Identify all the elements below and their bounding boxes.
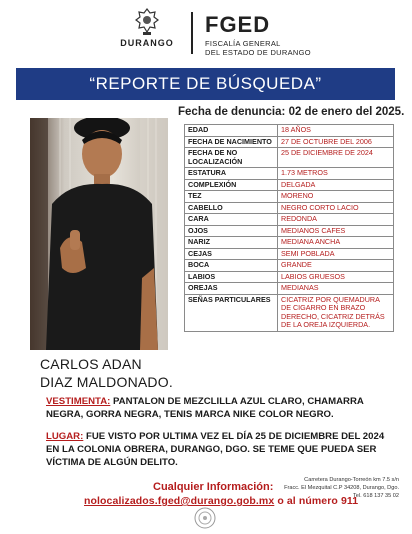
details-label: BOCA bbox=[185, 260, 278, 272]
details-label: CABELLO bbox=[185, 202, 278, 214]
fged-logo bbox=[205, 14, 355, 57]
office-address bbox=[281, 476, 399, 500]
details-row bbox=[185, 148, 394, 168]
location-label: LUGAR: bbox=[46, 431, 84, 442]
details-row bbox=[185, 237, 394, 249]
details-label: FECHA DE NO LOCALIZACIÓN bbox=[185, 148, 278, 168]
details-label: NARIZ bbox=[185, 237, 278, 249]
report-date bbox=[178, 106, 404, 118]
missing-person-photo bbox=[30, 118, 168, 350]
address-line1: Carretera Durango-Torreón km 7.5 s/n bbox=[304, 477, 399, 483]
details-value: GRANDE bbox=[278, 260, 394, 272]
details-label: SEÑAS PARTICULARES bbox=[185, 294, 278, 331]
document-header bbox=[0, 0, 412, 66]
person-name bbox=[40, 355, 200, 391]
org-acronym: FGED bbox=[205, 12, 271, 37]
details-value: DELGADA bbox=[278, 179, 394, 191]
durango-logo bbox=[112, 8, 182, 54]
details-value: 18 AÑOS bbox=[278, 125, 394, 137]
details-row bbox=[185, 179, 394, 191]
person-name-line2: DIAZ MALDONADO. bbox=[40, 374, 173, 390]
details-label: CEJAS bbox=[185, 248, 278, 260]
details-label: LABIOS bbox=[185, 271, 278, 283]
details-row bbox=[185, 294, 394, 331]
footer-seal-icon bbox=[193, 506, 217, 530]
person-name-line1: CARLOS ADAN bbox=[40, 356, 142, 372]
details-value: 25 DE DICIEMBRE DE 2024 bbox=[278, 148, 394, 168]
contact-phone-text: o al número 911 bbox=[274, 495, 359, 507]
report-title-banner: “REPORTE DE BÚSQUEDA” bbox=[16, 68, 395, 100]
details-value: REDONDA bbox=[278, 214, 394, 226]
details-value: MEDIANA ANCHA bbox=[278, 237, 394, 249]
contact-label: Cualquier Información: bbox=[153, 481, 274, 493]
details-value: MEDIANOS CAFES bbox=[278, 225, 394, 237]
details-label: FECHA DE NACIMIENTO bbox=[185, 136, 278, 148]
details-row bbox=[185, 214, 394, 226]
details-label: OJOS bbox=[185, 225, 278, 237]
details-row bbox=[185, 225, 394, 237]
header-divider bbox=[191, 12, 193, 54]
address-line3: Tel. 618 137 35 02 bbox=[352, 493, 399, 499]
address-line2: Fracc. El Mezquital C.P 34208, Durango, Dgo. bbox=[284, 485, 399, 491]
contact-email-link[interactable]: nolocalizados.fged@durango.gob.mx bbox=[84, 495, 275, 507]
details-row bbox=[185, 191, 394, 203]
durango-logo-text: DURANGO bbox=[120, 38, 174, 48]
details-label: CARA bbox=[185, 214, 278, 226]
details-value: CICATRIZ POR QUEMADURA DE CIGARRO EN BRAZO DERECHO, CICATRIZ DETRÁS DE LA OREJA IZQUIERDA. bbox=[278, 294, 394, 331]
details-value: MEDIANAS bbox=[278, 283, 394, 295]
details-label: TEZ bbox=[185, 191, 278, 203]
details-label: ESTATURA bbox=[185, 168, 278, 180]
org-name-line2: DEL ESTADO DE DURANGO bbox=[205, 48, 311, 57]
person-details-table bbox=[184, 124, 394, 332]
details-row bbox=[185, 248, 394, 260]
details-label: EDAD bbox=[185, 125, 278, 137]
details-value: 1.73 METROS bbox=[278, 168, 394, 180]
details-label: COMPLEXIÓN bbox=[185, 179, 278, 191]
details-row bbox=[185, 125, 394, 137]
details-value: SEMI POBLADA bbox=[278, 248, 394, 260]
details-row bbox=[185, 260, 394, 272]
clothing-text: PANTALON DE MEZCLILLA AZUL CLARO, CHAMARRA NEGRA, GORRA NEGRA, TENIS MARCA NIKE COLOR NEGRO. bbox=[46, 396, 364, 420]
details-label: OREJAS bbox=[185, 283, 278, 295]
person-photo-image bbox=[30, 118, 168, 350]
location-text: FUE VISTO POR ULTIMA VEZ EL DÍA 25 DE DICIEMBRE DEL 2024 EN LA COLONIA OBRERA, DURANGO, DGO. SE TEME QUE PUEDA SER VÍCTIMA DE ALGÚN DELITO. bbox=[46, 431, 385, 468]
report-date-value: 02 de enero del 2025. bbox=[288, 106, 405, 118]
clothing-label: VESTIMENTA: bbox=[46, 396, 111, 407]
details-value: NEGRO CORTO LACIO bbox=[278, 202, 394, 214]
details-row bbox=[185, 283, 394, 295]
report-date-label: Fecha de denuncia: bbox=[178, 106, 286, 118]
details-row bbox=[185, 271, 394, 283]
details-value: LABIOS GRUESOS bbox=[278, 271, 394, 283]
clothing-description bbox=[46, 395, 396, 421]
details-value: 27 DE OCTUBRE DEL 2006 bbox=[278, 136, 394, 148]
details-row bbox=[185, 136, 394, 148]
durango-crest-icon bbox=[134, 8, 160, 36]
details-row bbox=[185, 168, 394, 180]
details-value: MORENO bbox=[278, 191, 394, 203]
details-row bbox=[185, 202, 394, 214]
org-name-line1: FISCALÍA GENERAL bbox=[205, 39, 281, 48]
location-description bbox=[46, 430, 396, 469]
